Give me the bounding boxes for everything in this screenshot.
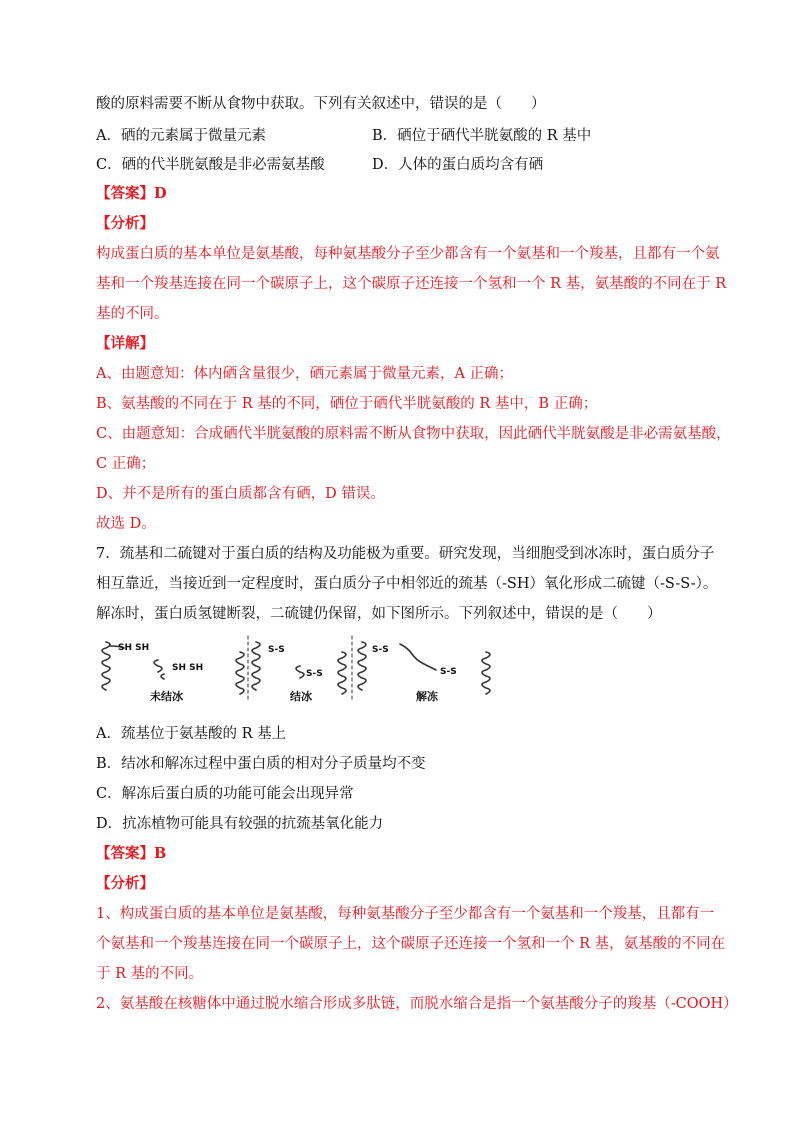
q6-detail-line: A、由题意知：体内硒含量很少，硒元素属于微量元素，A 正确； xyxy=(96,366,514,382)
q6-options-row-2 xyxy=(96,155,544,175)
q7-option-d: D．抗冻植物可能具有较强的抗巯基氧化能力 xyxy=(96,816,384,832)
q7-option-c: C．解冻后蛋白质的功能可能会出现异常 xyxy=(96,786,354,802)
q6-analysis-line: 基的不同。 xyxy=(96,306,169,322)
protein-chain xyxy=(252,642,260,690)
q6-analysis-line: 构成蛋白质的基本单位是氨基酸，每种氨基酸分子至少都含有一个氨基和一个羧基，且都有一个氨 xyxy=(96,246,720,262)
protein-chain xyxy=(161,674,164,679)
q7-stem-line: 7．巯基和二硫键对于蛋白质的结构及功能极为重要。研究发现，当细胞受到冰冻时，蛋白质分子 xyxy=(96,546,715,562)
q7-answer: 【答案】B xyxy=(96,845,167,862)
disulfide-diagram xyxy=(100,630,500,708)
q7-analysis-line: 2、氨基酸在核糖体中通过脱水缩合形成多肽链，而脱水缩合是指一个氨基酸分子的羧基（-COOH） xyxy=(96,996,738,1012)
q7-stem-line: 解冻时，蛋白质氢键断裂，二硫键仍保留，如下图所示。下列叙述中，错误的是（ ） xyxy=(96,606,662,622)
q6-option-d: D．人体的蛋白质均含有硒 xyxy=(372,157,544,173)
q6-detail-line: C 正确； xyxy=(96,456,156,472)
q7-analysis-line: 于 R 基的不同。 xyxy=(96,966,204,982)
protein-chain xyxy=(338,652,346,694)
panel-label-thawed: 解冻 xyxy=(416,690,438,703)
q6-detail-line: B、氨基酸的不同在于 R 基的不同，硒位于硒代半胱氨酸的 R 基中，B 正确； xyxy=(96,396,598,412)
protein-chain xyxy=(400,644,436,670)
q7-stem-line: 相互靠近，当接近到一定程度时，蛋白质分子中相邻近的巯基（-SH）氧化形成二硫键（-S-S-）。 xyxy=(96,576,718,592)
disulfide-figure xyxy=(100,630,500,708)
sh-label: SH SH xyxy=(172,663,204,673)
q6-analysis-heading: 【分析】 xyxy=(96,215,154,232)
q6-answer: 【答案】D xyxy=(96,185,167,202)
ss-label: S-S xyxy=(372,645,389,655)
protein-chain xyxy=(358,642,366,690)
panel-label-frozen: 结冰 xyxy=(290,690,312,703)
q6-detail-heading: 【详解】 xyxy=(96,335,154,352)
panel-label-unfrozen: 未结冰 xyxy=(150,690,183,703)
q6-conclusion: 故选 D。 xyxy=(96,516,156,532)
protein-chain xyxy=(236,652,244,694)
q7-analysis-heading: 【分析】 xyxy=(96,875,154,892)
ss-label: S-S xyxy=(268,645,285,655)
q6-detail-line: D、并不是所有的蛋白质都含有硒，D 错误。 xyxy=(96,486,385,502)
q6-stem: 酸的原料需要不断从食物中获取。下列有关叙述中，错误的是（ ） xyxy=(96,96,546,112)
q6-analysis-line: 基和一个羧基连接在同一个碳原子上，这个碳原子还连接一个氢和一个 R 基，氨基酸的不同在于 R xyxy=(96,276,727,292)
protein-chain xyxy=(154,660,162,672)
q7-analysis-line: 个氨基和一个羧基连接在同一个碳原子上，这个碳原子还连接一个氢和一个 R 基，氨基酸的不同在 xyxy=(96,936,726,952)
ss-label: S-S xyxy=(440,667,457,677)
sh-label: SH SH xyxy=(118,643,150,653)
protein-chain xyxy=(482,652,490,694)
q6-detail-line: C、由题意知：合成硒代半胱氨酸的原料需不断从食物中获取，因此硒代半胱氨酸是非必需氨基酸， xyxy=(96,426,731,442)
q6-option-a: A．硒的元素属于微量元素 xyxy=(96,128,266,144)
q6-options-row-1 xyxy=(96,126,592,146)
q7-option-b: B．结冰和解冻过程中蛋白质的相对分子质量均不变 xyxy=(96,756,426,772)
q6-option-c: C．硒的代半胱氨酸是非必需氨基酸 xyxy=(96,157,325,173)
protein-chain xyxy=(102,642,110,690)
ss-label: S-S xyxy=(306,669,323,679)
protein-chain xyxy=(296,666,304,678)
q6-option-b: B．硒位于硒代半胱氨酸的 R 基中 xyxy=(372,128,592,144)
q7-option-a: A．巯基位于氨基酸的 R 基上 xyxy=(96,726,287,742)
q7-analysis-line: 1、构成蛋白质的基本单位是氨基酸，每种氨基酸分子至少都含有一个氨基和一个羧基，且都有一 xyxy=(96,906,715,922)
